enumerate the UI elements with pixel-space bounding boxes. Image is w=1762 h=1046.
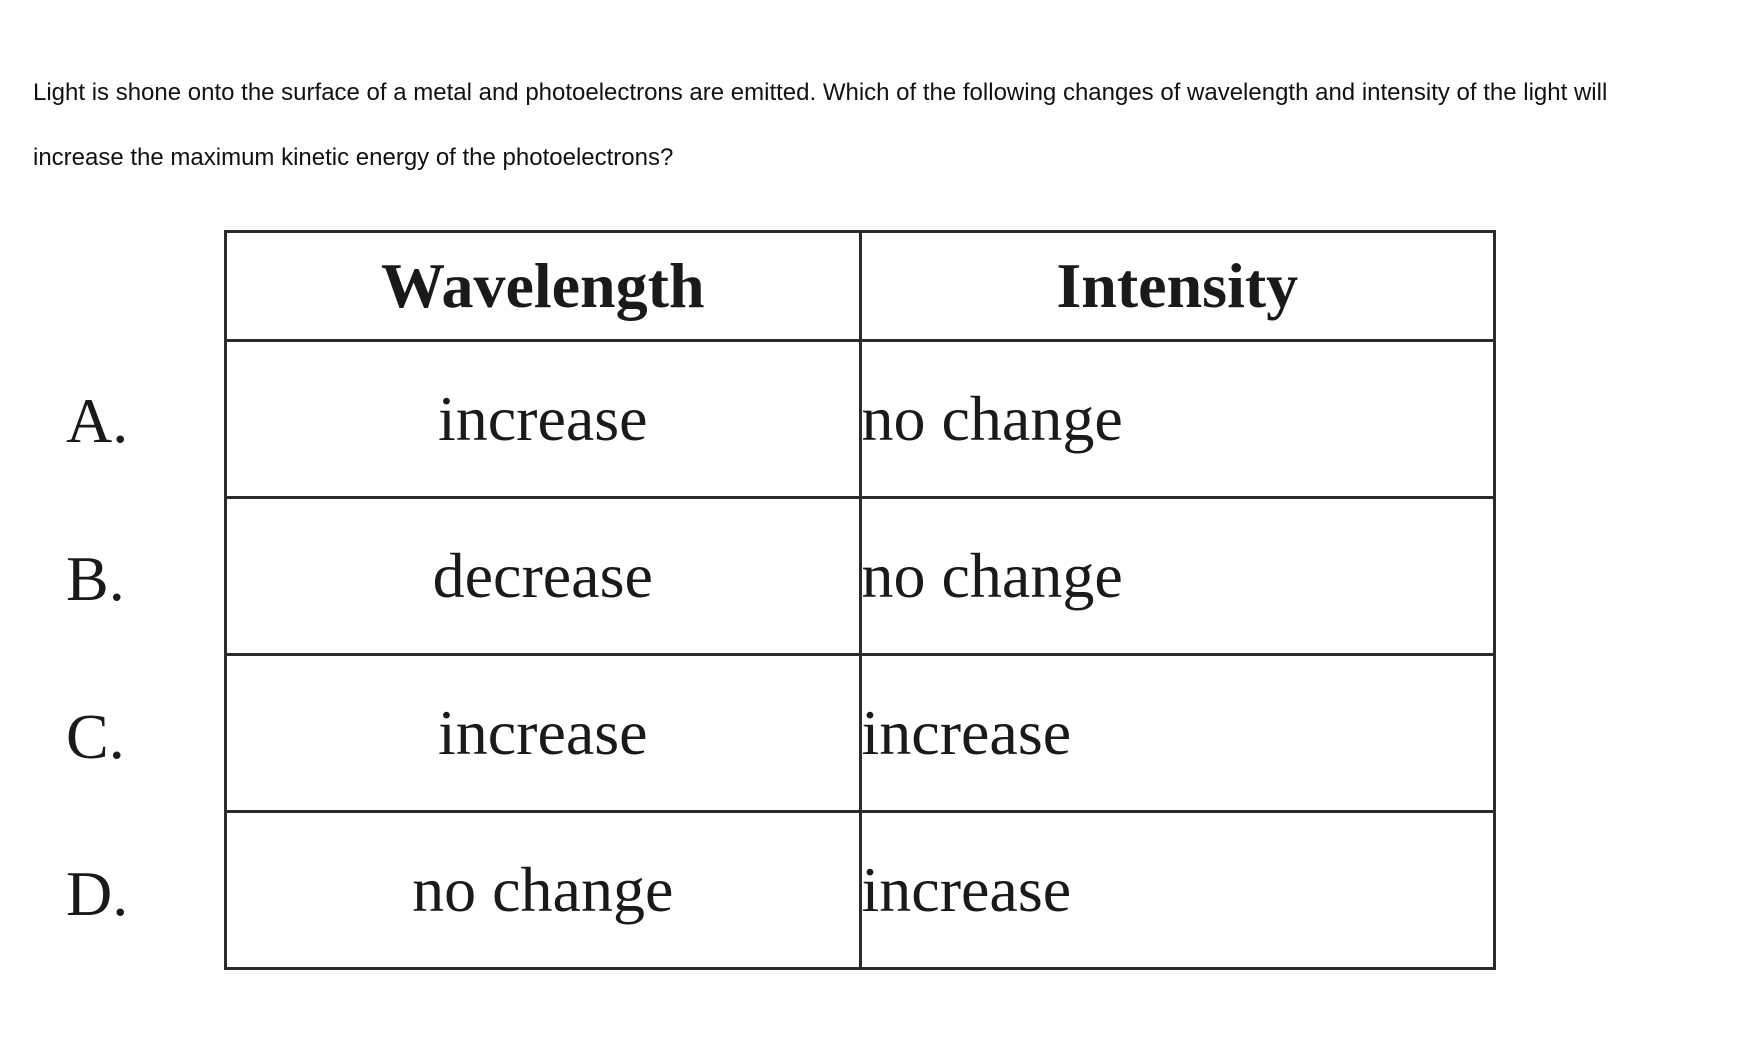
option-label-c: C.	[66, 701, 125, 772]
table-header-row	[226, 232, 1495, 341]
row-d-intensity: increase	[860, 812, 1495, 969]
question-line-1: Light is shone onto the surface of a metal and photoelectrons are emitted. Which of the following changes of wavelength and intensity of the light will	[33, 79, 1608, 106]
header-wavelength: Wavelength	[226, 232, 861, 341]
header-intensity: Intensity	[860, 232, 1495, 341]
table-row-d	[226, 812, 1495, 969]
table-row-a	[226, 341, 1495, 498]
question-text	[33, 60, 1743, 190]
row-c-intensity: increase	[860, 655, 1495, 812]
option-label-b: B.	[66, 543, 125, 614]
table-row-b	[226, 498, 1495, 655]
row-b-wavelength: decrease	[226, 498, 861, 655]
row-d-wavelength: no change	[226, 812, 861, 969]
row-b-intensity: no change	[860, 498, 1495, 655]
row-a-intensity: no change	[860, 341, 1495, 498]
row-c-wavelength: increase	[226, 655, 861, 812]
question-line-2: increase the maximum kinetic energy of the photoelectrons?	[33, 144, 674, 171]
row-a-wavelength: increase	[226, 341, 861, 498]
table-row-c	[226, 655, 1495, 812]
option-label-a: A.	[66, 385, 129, 456]
option-label-d: D.	[66, 858, 129, 929]
answer-table	[224, 230, 1496, 970]
